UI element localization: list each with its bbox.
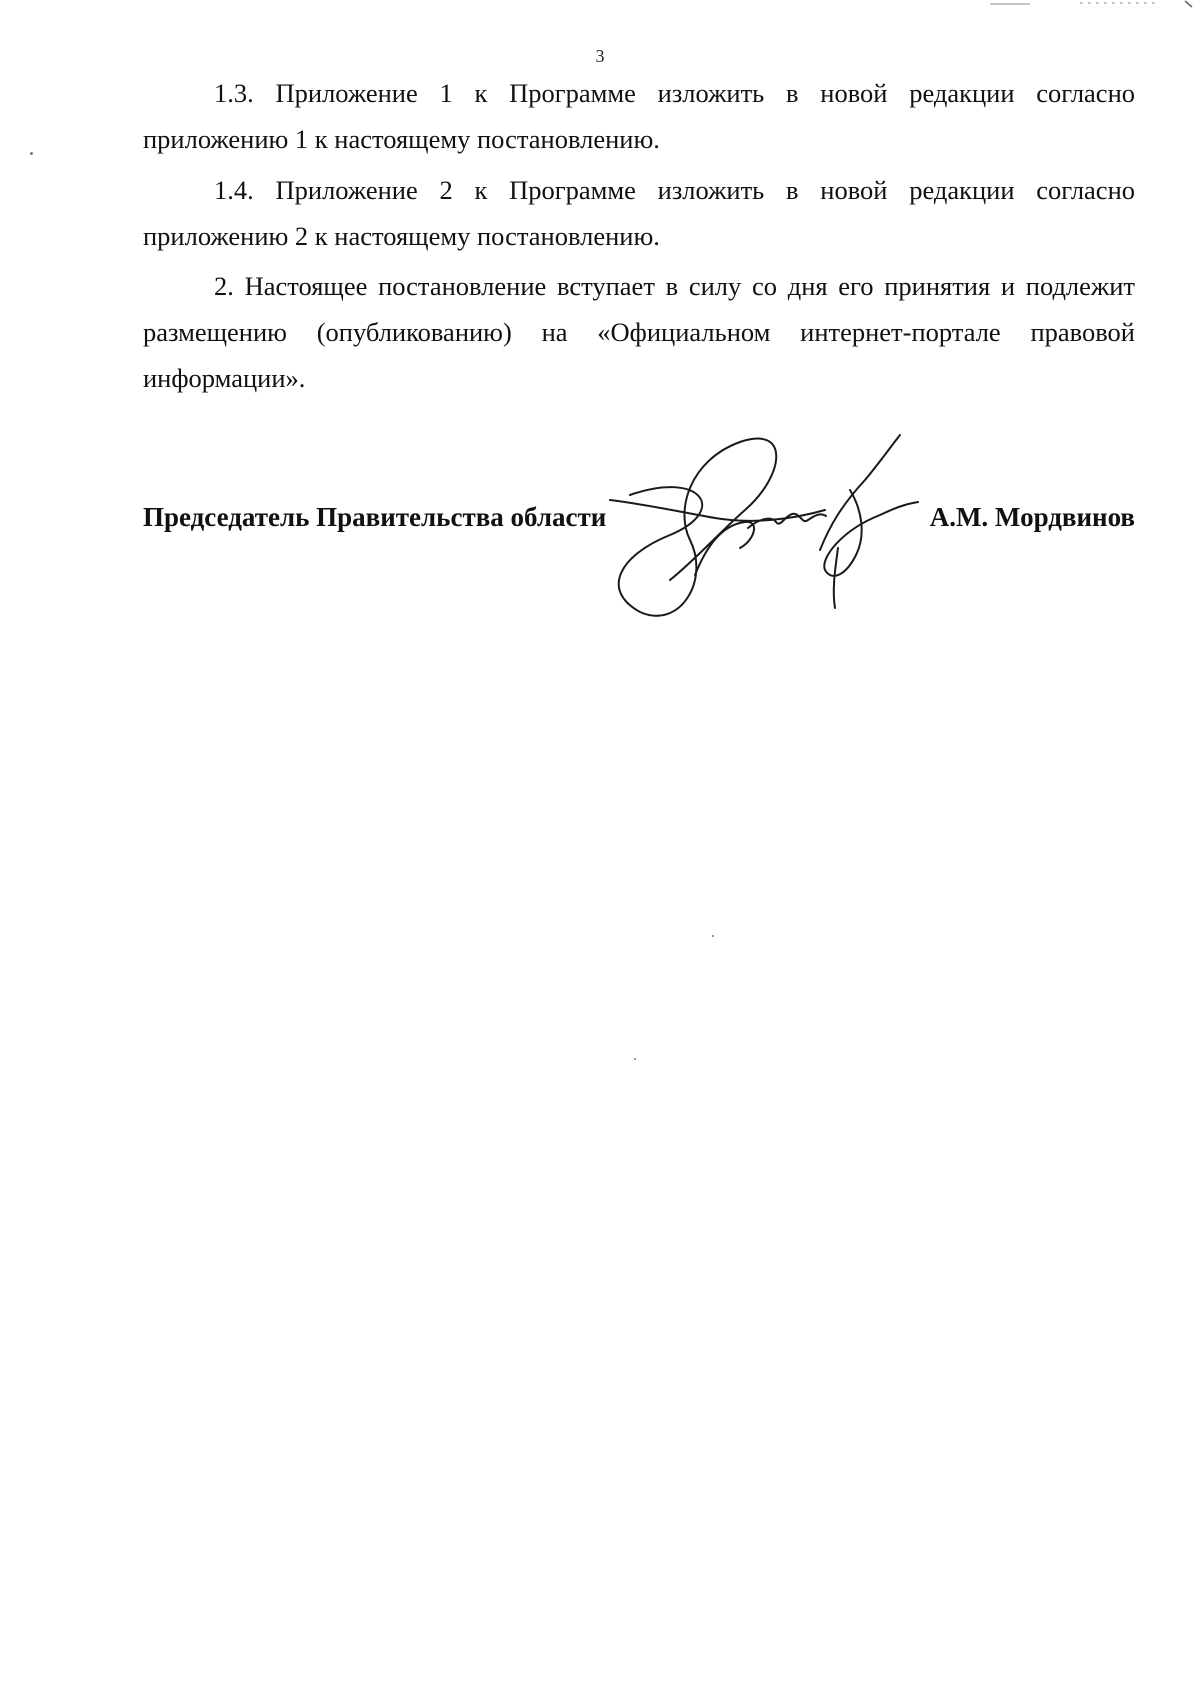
scan-speck: [712, 935, 714, 937]
paragraph-2: 2. Настоящее постановление вступает в силу со дня его принятия и подлежит размещению (опубликованию) на «Официальном интернет-портале правовой информации».: [143, 271, 1135, 393]
paragraph-1-4: 1.4. Приложение 2 к Программе изложить в новой редакции согласно приложению 2 к настоящему постановлению.: [143, 175, 1135, 251]
signer-title: Председатель Правительства области: [143, 502, 607, 532]
scan-edge-marks: [960, 0, 1200, 8]
paragraph-1-3: 1.3. Приложение 1 к Программе изложить в новой редакции согласно приложению 1 к настоящему постановлению.: [143, 78, 1135, 154]
handwritten-signature: [580, 430, 960, 630]
scan-speck: [30, 152, 33, 155]
scan-speck: [634, 1058, 636, 1060]
page-number: 3: [595, 46, 605, 66]
signer-name: А.М. Мордвинов: [929, 502, 1135, 532]
